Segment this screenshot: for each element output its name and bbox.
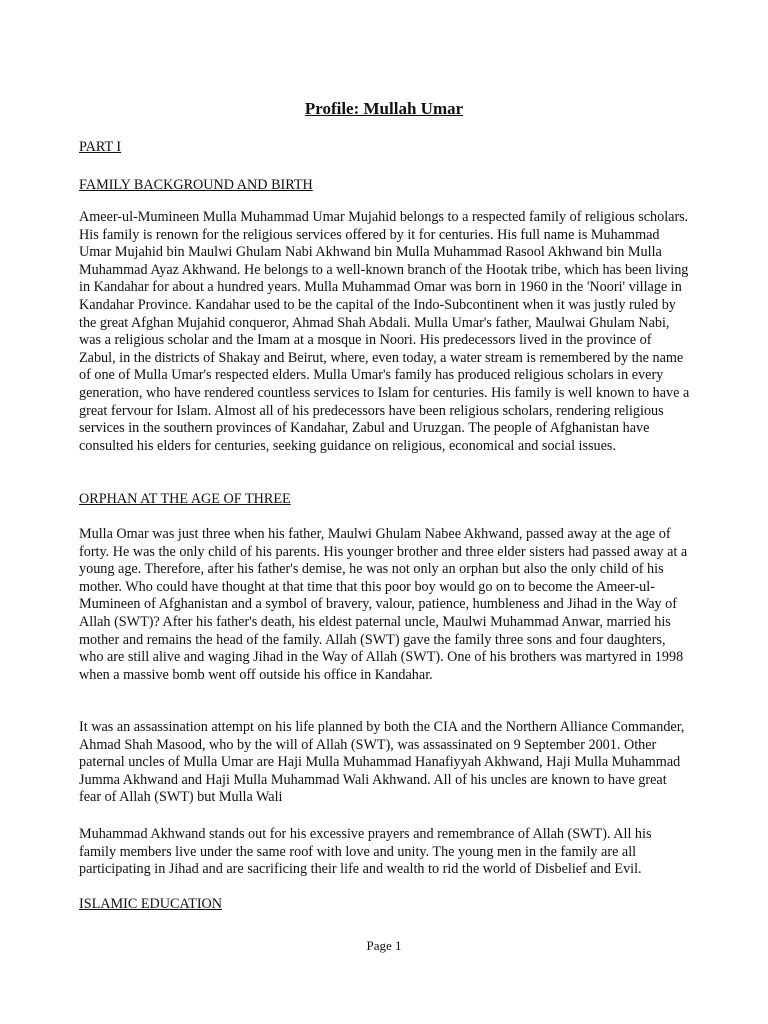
paragraph-orphan-2: It was an assassination attempt on his life planned by both the CIA and the Northern Alliance Commander, Ahmad Shah Masood, who by the will of Allah (SWT), was assassinated on 9 September 2001. Other paternal uncles of Mulla Umar are Haji Mulla Muhammad Hanafiyyah Akhwand, Haji Mulla Muhammad Jumma Akhwand and Haji Mulla Muhammad Wali Akhwand. All of his uncles are known to have great fear of Allah (SWT) but Mulla Wali <box>79 719 685 806</box>
page-title: Profile: Mullah Umar <box>304 99 464 118</box>
page-number: Page 1 <box>366 938 402 953</box>
section-heading-orphan: ORPHAN AT THE AGE OF THREE <box>79 491 291 507</box>
section-heading-family-background: FAMILY BACKGROUND AND BIRTH <box>79 177 313 193</box>
paragraph-orphan-1: Mulla Omar was just three when his father, Maulwi Ghulam Nabee Akhwand, passed away at the age of forty. He was the only child of his parents. His younger brother and three elder sisters had passed away at a young age. Therefore, after his father's demise, he was not only an orphan but also the only child of his mother. Who could have thought at that time that this poor boy would go on to become the Ameer-ul-Mumineen of Afghanistan and a symbol of bravery, valour, patience, humbleness and Jihad in the Way of Allah (SWT)? After his father's death, his eldest paternal uncle, Maulwi Muhammad Anwar, married his mother and remains the head of the family. Allah (SWT) gave the family three sons and four daughters, who are still alive and waging Jihad in the Way of Allah (SWT). One of his brothers was martyred in 1998 when a massive bomb went off outside his office in Kandahar. <box>79 526 688 683</box>
section-heading-islamic-education: ISLAMIC EDUCATION <box>79 896 223 912</box>
part-label: PART I <box>79 139 122 155</box>
paragraph-family-background: Ameer-ul-Mumineen Mulla Muhammad Umar Mujahid belongs to a respected family of religious scholars. His family is renown for the religious services offered by it for centuries. His full name is Muhammad Umar Mujahid bin Maulwi Ghulam Nabi Akhwand bin Mulla Muhammad Rasool Akhwand bin Mulla Muhammad Ayaz Akhwand. He belongs to a well-known branch of the Hootak tribe, which has been living in Kandahar for about a hundred years. Mulla Muhammad Omar was born in 1960 in the 'Noori' village in Kandahar Province. Kandahar used to be the capital of the Indo-Subcontinent when it was justly ruled by the great Afghan Mujahid conqueror, Ahmad Shah Abdali. Mulla Umar's father, Maulwai Ghulam Nabi, was a religious scholar and the Imam at a mosque in Noori. His predecessors lived in the province of Zabul, in the districts of Shakay and Beirut, where, even today, a water stream is remembered by the name of one of Mulla Umar's respected elders. Mulla Umar's family has produced religious scholars in every generation, who have rendered countless services to Islam for centuries. His family is well known to have a great fervour for Islam. Almost all of his predecessors have been religious scholars, rendering religious services in the southern provinces of Kandahar, Zabul and Uruzgan. The people of Afghanistan have consulted his elders for centuries, seeking guidance on religious, economical and social issues. <box>79 209 690 454</box>
paragraph-orphan-3: Muhammad Akhwand stands out for his excessive prayers and remembrance of Allah (SWT). All his family members live under the same roof with love and unity. The young men in the family are all participating in Jihad and are sacrificing their life and wealth to rid the world of Disbelief and Evil. <box>79 826 652 878</box>
